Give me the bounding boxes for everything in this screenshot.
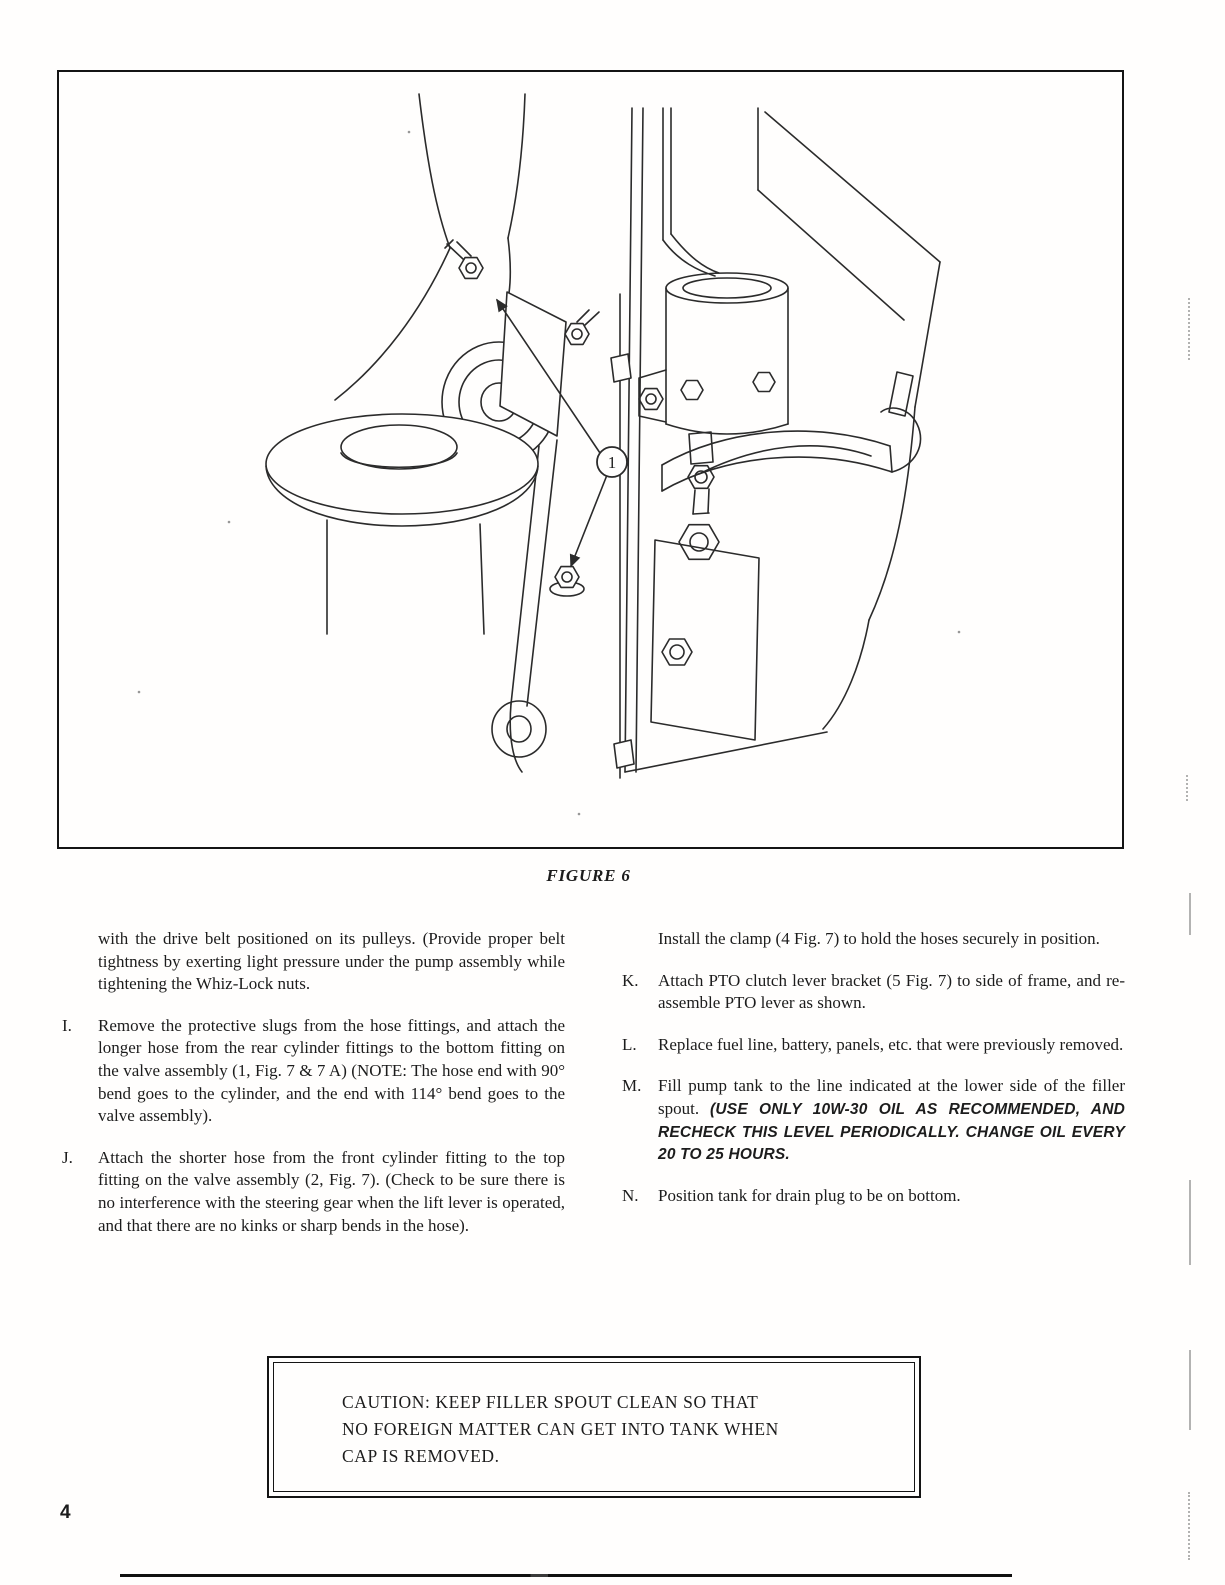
item-text: Attach the shorter hose from the front cylinder fitting to the top fitting on the valve assembly (2, Fig. 7). (Check to be sure there is no interference with the steering gear when the lift lever is operated, and that there are no kinks or sharp bends in the hose).: [98, 1147, 565, 1235]
rod-with-clips: [611, 294, 634, 778]
list-item-m: [622, 1075, 1125, 1165]
scan-artifact: [1189, 893, 1191, 935]
filler-spout: [639, 273, 788, 434]
caution-line-2: NO FOREIGN MATTER CAN GET INTO TANK WHEN: [342, 1419, 779, 1440]
scan-bottom-rule: [120, 1574, 1012, 1577]
item-letter: I.: [62, 1015, 72, 1035]
right-column: [622, 928, 1125, 1226]
item-text-normal: Fill pump tank to the line indicated at the lower side of the filler spout.: [658, 1076, 1125, 1119]
right-intro-paragraph: Install the clamp (4 Fig. 7) to hold the hoses securely in position.: [658, 929, 1100, 948]
item-letter: L.: [622, 1034, 637, 1054]
lower-plate: [651, 525, 759, 740]
figure-drawing: [59, 72, 1122, 847]
cover-disc: [266, 414, 538, 526]
list-item-j: [62, 1147, 565, 1237]
figure-caption: FIGURE 6: [546, 866, 631, 885]
scan-specks: [138, 131, 961, 816]
item-text: Attach PTO clutch lever bracket (5 Fig. 7) to side of frame, and re-assemble PTO lever as shown.: [658, 970, 1125, 1013]
scan-artifact: [1188, 1492, 1190, 1560]
pump-body-outline: [335, 94, 525, 400]
item-letter: N.: [622, 1185, 639, 1205]
item-text: Remove the protective slugs from the hose fittings, and attach the longer hose from the rear cylinder fittings to the bottom fitting on the valve assembly (1, Fig. 7 & 7 A) (NOTE: The hose end with 90° bend goes to the cylinder, and the end with 114° bend goes to the valve assembly).: [98, 1015, 565, 1126]
scan-artifact: [1189, 1350, 1191, 1430]
item-letter: M.: [622, 1076, 642, 1096]
callout-1-label: 1: [607, 453, 617, 472]
caution-line-3: CAP IS REMOVED.: [342, 1446, 500, 1467]
left-column: [62, 928, 565, 1256]
caution-line-1: CAUTION: KEEP FILLER SPOUT CLEAN SO THAT: [342, 1392, 759, 1412]
page-number: 4: [60, 1502, 71, 1523]
list-item-l: [622, 1034, 1125, 1057]
list-item-k: [622, 970, 1125, 1015]
scan-artifact: [1186, 775, 1188, 801]
pulley-plate: [500, 292, 566, 436]
item-text: Replace fuel line, battery, panels, etc. that were previously removed.: [658, 1034, 1124, 1054]
item-text: Position tank for drain plug to be on bottom.: [658, 1185, 961, 1205]
figure-6-frame: [57, 70, 1124, 849]
drum-outline: [327, 520, 484, 634]
caution-box: [267, 1356, 921, 1498]
scan-artifact: [1189, 1180, 1191, 1265]
list-item-n: [622, 1185, 1125, 1208]
oil-warning-text: (USE ONLY 10W-30 OIL AS RECOMMENDED, AND RECHECK THIS LEVEL PERIODICALLY. CHANGE OIL EVERY 20 TO 25 HOURS.: [658, 1101, 1125, 1164]
left-intro-paragraph: with the drive belt positioned on its pulleys. (Provide proper belt tightness by exerting light pressure under the pump assembly while tightening the Whiz-Lock nuts.: [98, 929, 565, 994]
caution-inner-border: [273, 1362, 915, 1492]
item-letter: K.: [622, 970, 639, 990]
list-item-i: [62, 1015, 565, 1128]
item-text: [658, 1075, 1125, 1165]
item-letter: J.: [62, 1147, 73, 1167]
scan-artifact: [1188, 298, 1190, 360]
